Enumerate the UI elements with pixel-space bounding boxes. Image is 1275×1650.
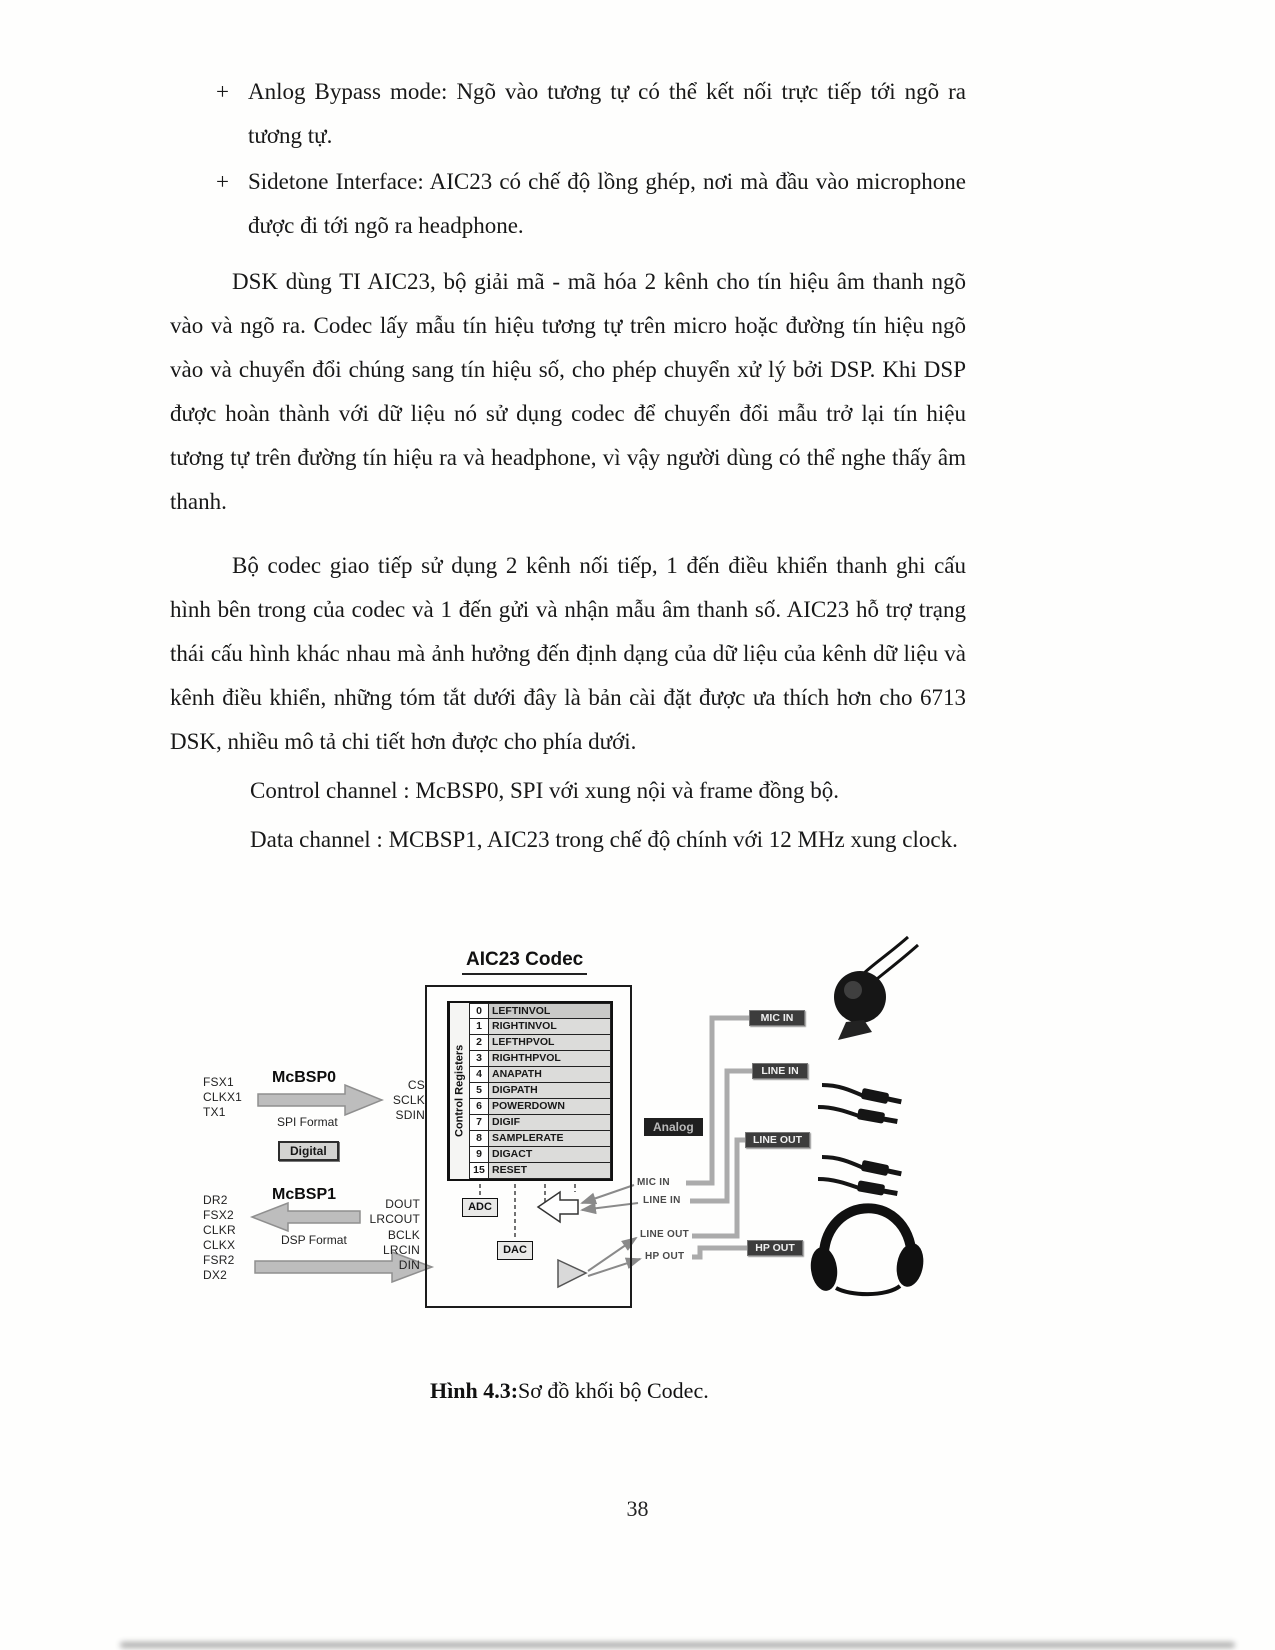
dsp-format-label: DSP Format [281,1233,347,1247]
pin-din: DIN [398,1258,420,1272]
mic-in-wire [686,1018,750,1183]
codec-block-diagram [0,935,1275,1415]
hp-out-wire [692,1248,748,1257]
port-mic-in: MIC IN [637,1177,670,1188]
port-line-in: LINE IN [643,1195,681,1206]
bullet-list [170,70,966,248]
bullet-text: Anlog Bypass mode: Ngõ vào tương tự có thể kết nối trực tiếp tới ngõ ra tương tự. [248,79,966,148]
register-name: SAMPLERATE [489,1131,611,1147]
paragraph-codec: Bộ codec giao tiếp sử dụng 2 kênh nối tiếp, 1 đến điều khiển thanh ghi cấu hình bên trong của codec và 1 đến gửi và nhận mẫu âm thanh số. AIC23 hỗ trợ trạng thái cấu hình khác nhau mà ảnh hưởng đến định dạng của dữ liệu của kênh dữ liệu và kênh điều khiển, những tóm tắt dưới đây là bản cài đặt được ưa thích hơn cho 6713 DSK, nhiều mô tả chi tiết hơn được cho phía dưới. [170,553,966,754]
diagram-title: AIC23 Codec [462,949,587,975]
register-number: 2 [469,1035,489,1051]
register-name: DIGIF [489,1115,611,1131]
paragraph-control-channel: Control channel : McBSP0, SPI với xung nội và frame đồng bộ. [250,778,840,803]
register-row [469,1163,611,1179]
pin-cs: CS [407,1078,425,1092]
bullet-sidetone [170,160,966,248]
adc-block: ADC [462,1198,498,1217]
page-number: 38 [626,1496,649,1521]
register-number: 4 [469,1067,489,1083]
microphone-image [834,937,918,1040]
register-row [469,1115,611,1131]
digital-tag: Digital [278,1141,339,1161]
register-number: 6 [469,1099,489,1115]
pin-tx1: TX1 [203,1105,226,1119]
diagram-drawing [0,935,1275,1415]
control-register-table [447,1001,613,1181]
scan-smudge-artifact [120,1642,1235,1648]
rca-cable-image-1 [818,1085,901,1123]
register-name: DIGPATH [489,1083,611,1099]
pin-sdin: SDIN [395,1108,425,1122]
pin-lrcin: LRCIN [382,1243,420,1257]
register-row [469,1003,611,1019]
paragraph-dsk: DSK dùng TI AIC23, bộ giải mã - mã hóa 2 kênh cho tín hiệu âm thanh ngõ vào và ngõ ra. Codec lấy mẫu tín hiệu tương tự trên micro hoặc đường tín hiệu ngõ vào và chuyển đổi chúng sang tín hiệu số, cho phép chuyển xử lý bởi DSP. Khi DSP được hoàn thành với dữ liệu nó sử dụng codec để chuyển đổi mẫu trở lại tín hiệu tương tự trên đường tín hiệu ra và headphone, vì vậy người dùng có thể nghe thấy âm thanh. [170,269,966,514]
register-name: LEFTHPVOL [489,1035,611,1051]
register-row [469,1083,611,1099]
spi-format-label: SPI Format [277,1115,338,1129]
pin-clkr: CLKR [203,1223,236,1237]
jack-line-out: LINE OUT [745,1132,810,1148]
register-name: POWERDOWN [489,1099,611,1115]
pin-lrcout: LRCOUT [369,1212,420,1226]
pin-fsx1: FSX1 [203,1075,234,1089]
jack-wires [686,1018,753,1257]
register-number: 1 [469,1019,489,1035]
headphones-image [808,1208,927,1294]
pin-clkx1: CLKX1 [203,1090,243,1104]
register-number: 15 [469,1163,489,1179]
control-registers-label: Control Registers [449,1003,469,1179]
mcbsp1-label: McBSP1 [272,1186,337,1203]
register-number: 0 [469,1003,489,1019]
dac-block: DAC [497,1241,533,1260]
pin-bclk: BCLK [387,1228,420,1242]
jack-mic-in: MIC IN [749,1010,805,1026]
analog-tag: Analog [644,1118,703,1136]
paragraph-data-channel: Data channel : MCBSP1, AIC23 trong chế độ chính với 12 MHz xung clock. [250,827,958,852]
bullet-marker: + [216,79,229,104]
register-row [469,1067,611,1083]
register-number: 3 [469,1051,489,1067]
register-number: 5 [469,1083,489,1099]
register-row [469,1051,611,1067]
register-row [469,1131,611,1147]
register-name: LEFTINVOL [489,1003,611,1019]
figure-caption [430,1378,709,1404]
bullet-analog-bypass [170,70,966,158]
register-number: 9 [469,1147,489,1163]
mcbsp0-label: McBSP0 [272,1069,337,1086]
pin-dr2: DR2 [203,1193,228,1207]
bullet-text: Sidetone Interface: AIC23 có chế độ lồng ghép, nơi mà đầu vào microphone được đi tới ngõ ra headphone. [248,169,966,238]
register-number: 7 [469,1115,489,1131]
register-name: RESET [489,1163,611,1179]
jack-line-in: LINE IN [752,1063,808,1079]
text-content [170,70,966,862]
port-hp-out: HP OUT [645,1251,685,1262]
port-line-out: LINE OUT [640,1229,690,1240]
figure-caption-text: Sơ đồ khối bộ Codec. [518,1378,709,1403]
register-name: DIGACT [489,1147,611,1163]
mcbsp0-bus-arrow [258,1085,382,1115]
figure-caption-label: Hình 4.3: [430,1378,519,1403]
pin-fsx2: FSX2 [203,1208,234,1222]
pin-dout: DOUT [385,1197,420,1211]
register-rows [469,1003,611,1179]
register-name: RIGHTHPVOL [489,1051,611,1067]
register-name: RIGHTINVOL [489,1019,611,1035]
register-row [469,1147,611,1163]
pin-sclk: SCLK [392,1093,425,1107]
pin-dx2: DX2 [203,1268,227,1282]
pin-clkx: CLKX [203,1238,236,1252]
register-number: 8 [469,1131,489,1147]
jack-hp-out: HP OUT [747,1240,803,1256]
rca-cable-image-2 [818,1157,901,1195]
pin-fsr2: FSR2 [203,1253,235,1267]
register-name: ANAPATH [489,1067,611,1083]
mcbsp1-rx-arrow [252,1203,360,1231]
register-row [469,1099,611,1115]
register-row [469,1019,611,1035]
register-row [469,1035,611,1051]
line-out-wire [692,1140,746,1236]
bullet-marker: + [216,169,229,194]
